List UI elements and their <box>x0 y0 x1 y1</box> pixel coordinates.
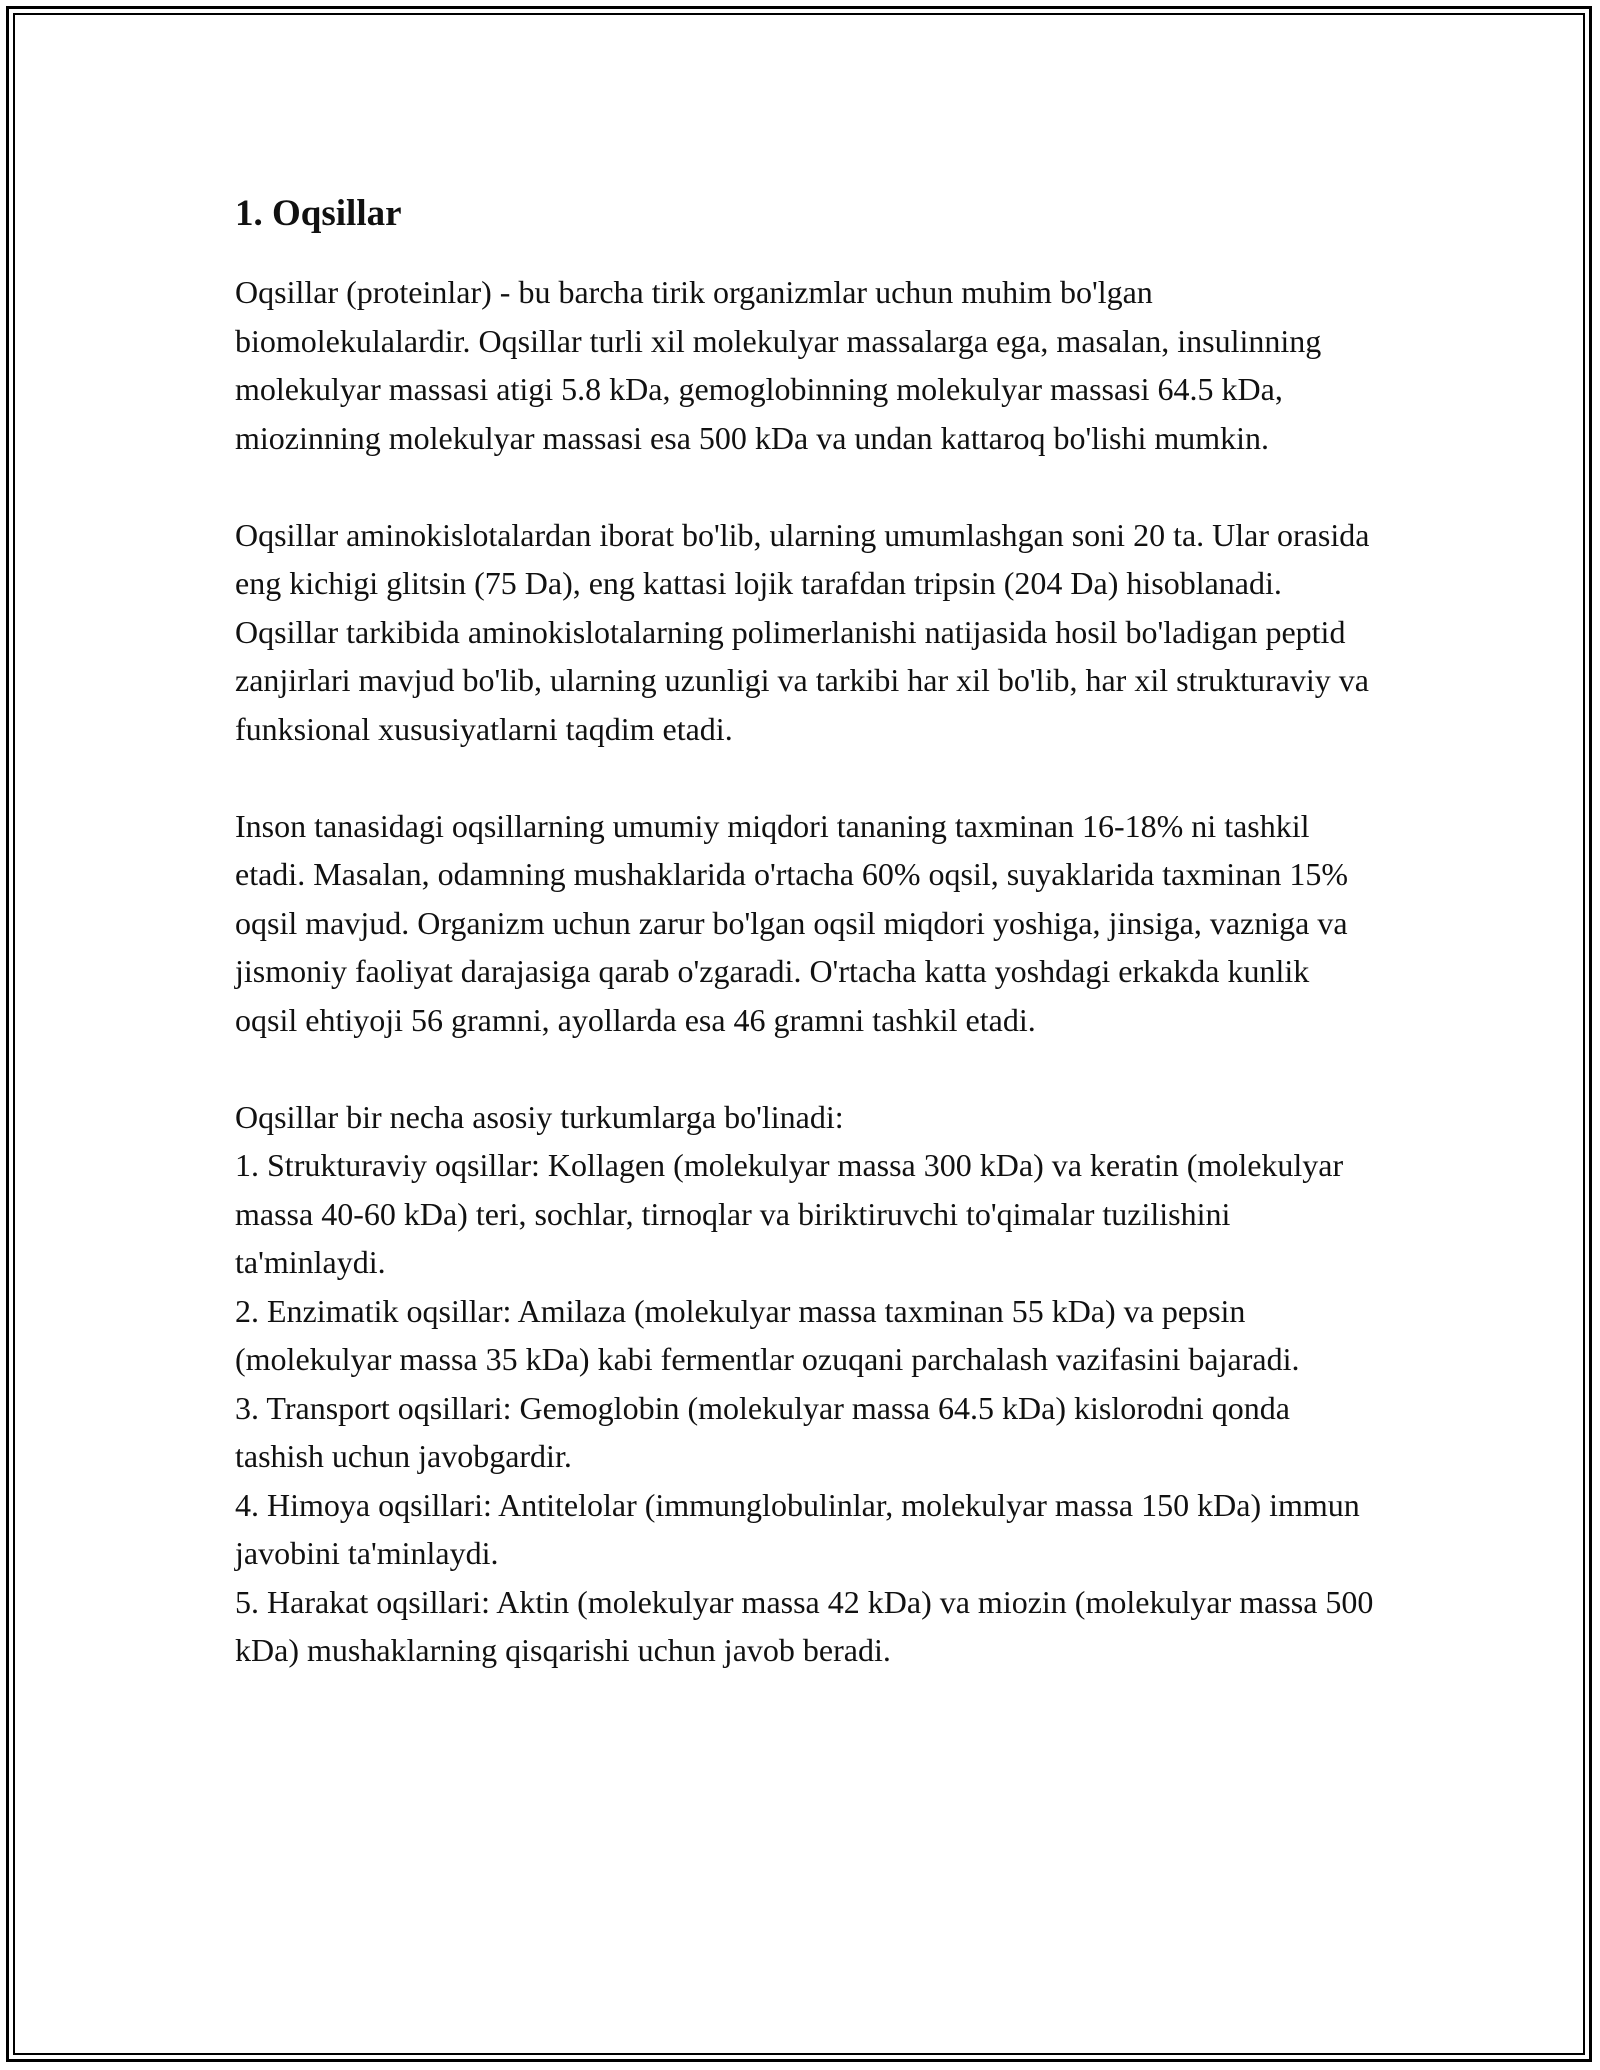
list-item-enzymatic: 2. Enzimatik oqsillar: Amilaza (molekulyar massa taxminan 55 kDa) va pepsin (molekulyar massa 35 kDa) kabi fermentlar ozuqani parchalash vazifasini bajaradi. <box>235 1292 1300 1377</box>
list-intro: Oqsillar bir necha asosiy turkumlarga bo'linadi: <box>235 1098 844 1135</box>
paragraph-amino-acids: Oqsillar aminokislotalardan iborat bo'lib, ularning umumlashgan soni 20 ta. Ular orasida eng kichigi glitsin (75 Da), eng kattasi lojik tarafdan tripsin (204 Da) hisoblanadi. Oqsillar tarkibida aminokislotalarning polimerlanishi natijasida hosil bo'ladigan peptid zanjirlari mavjud bo'lib, ularning uzunligi va tarkibi har xil bo'lib, har xil strukturaviy va funksional xususiyatlarni taqdim etadi. <box>235 516 1370 747</box>
paragraph-body-protein: Inson tanasidagi oqsillarning umumiy miqdori tananing taxminan 16-18% ni tashkil etadi. Masalan, odamning mushaklarida o'rtacha 60% oqsil, suyaklarida taxminan 15% oqsil mavjud. Organizm uchun zarur bo'lgan oqsil miqdori yoshiga, jinsiga, vazniga va jismoniy faoliyat darajasiga qarab o'zgaradi. O'rtacha katta yoshdagi erkakda kunlik oqsil ehtiyoji 56 gramni, ayollarda esa 46 gramni tashkil etadi. <box>235 807 1349 1038</box>
paragraph-intro: Oqsillar (proteinlar) - bu barcha tirik organizmlar uchun muhim bo'lgan biomolekulalardir. Oqsillar turli xil molekulyar massalarga ega, masalan, insulinning molekulyar massasi atigi 5.8 kDa, gemoglobinning molekulyar massasi 64.5 kDa, miozinning molekulyar massasi esa 500 kDa va undan kattaroq bo'lishi mumkin. <box>235 274 1322 456</box>
section-heading: 1. Oqsillar <box>235 193 402 234</box>
document-body <box>235 186 1375 1675</box>
paragraph-spacer <box>235 462 1375 511</box>
list-item-protective: 4. Himoya oqsillari: Antitelolar (immunglobulinlar, molekulyar massa 150 kDa) immun javobini ta'minlaydi. <box>235 1486 1360 1571</box>
list-item-motor: 5. Harakat oqsillari: Aktin (molekulyar massa 42 kDa) va miozin (molekulyar massa 500 kDa) mushaklarning qisqarishi uchun javob beradi. <box>235 1583 1374 1668</box>
list-item-structural: 1. Strukturaviy oqsillar: Kollagen (molekulyar massa 300 kDa) va keratin (molekulyar massa 40-60 kDa) teri, sochlar, tirnoqlar va biriktiruvchi to'qimalar tuzilishini ta'minlaydi. <box>235 1147 1344 1280</box>
list-item-transport: 3. Transport oqsillari: Gemoglobin (molekulyar massa 64.5 kDa) kislorodni qonda tashish uchun javobgardir. <box>235 1389 1290 1474</box>
paragraph-spacer <box>235 1044 1375 1093</box>
paragraph-spacer <box>235 753 1375 802</box>
